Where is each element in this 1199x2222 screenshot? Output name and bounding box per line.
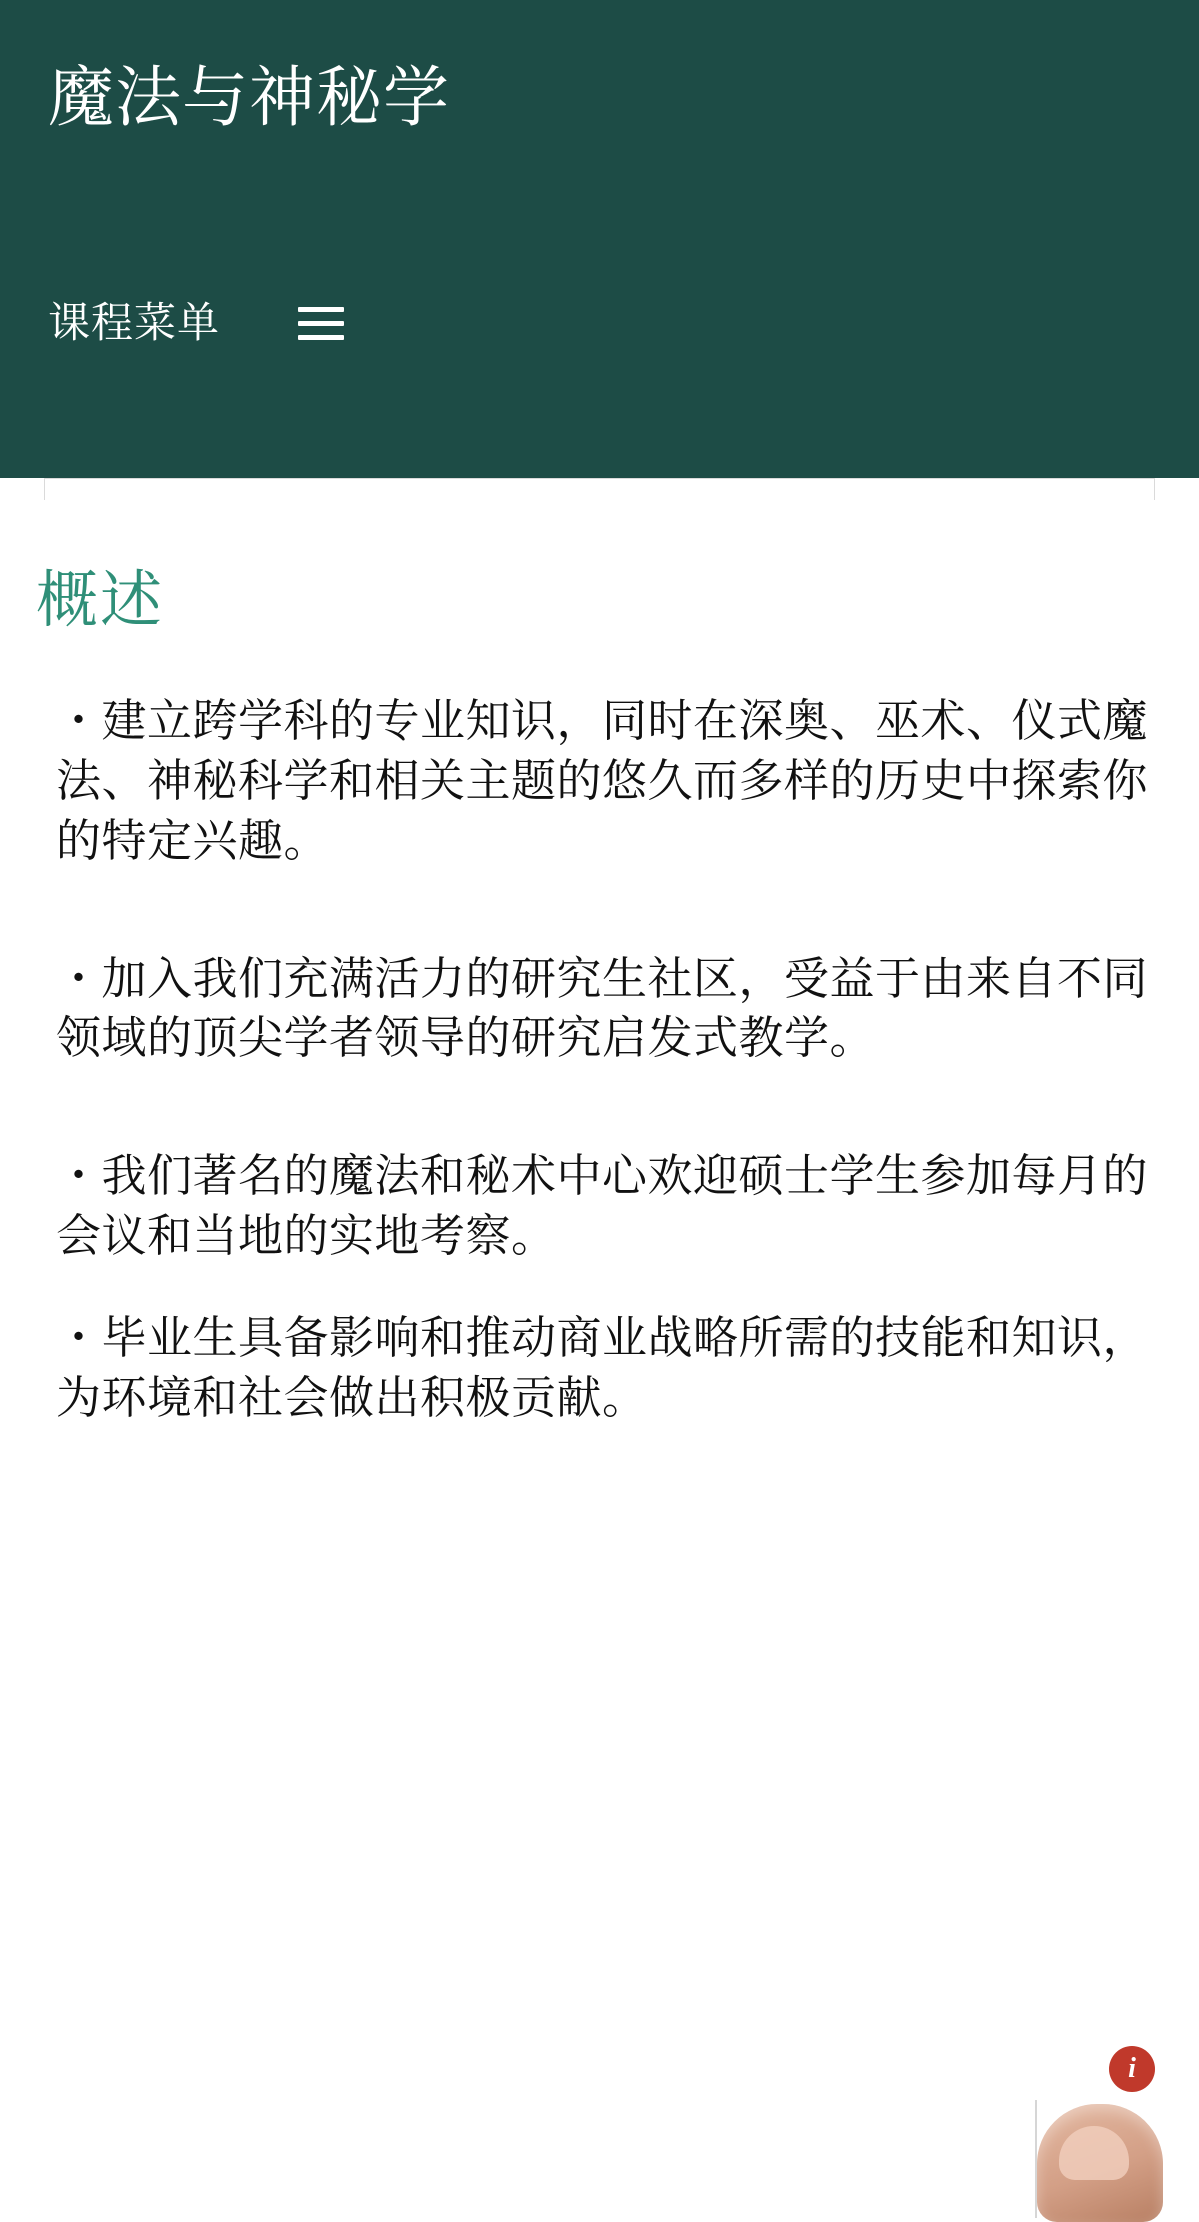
list-item: ・我们著名的魔法和秘术中心欢迎硕士学生参加每月的会议和当地的实地考察。 [56,1150,1149,1262]
info-badge[interactable]: i [1109,2046,1155,2092]
thumb-cursor-icon [1037,2104,1163,2222]
hamburger-icon[interactable] [298,307,344,340]
panel-top-divider [44,478,1155,479]
list-item: ・加入我们充满活力的研究生社区，受益于由来自不同领域的顶尖学者领导的研究启发式教学。 [56,952,1149,1064]
section-title-overview: 概述 [36,566,165,635]
panel-edge-left [44,478,45,500]
list-item: ・建立跨学科的专业知识，同时在深奥、巫术、仪式魔法、神秘科学和相关主题的悠久而多样的历史中探索你的特定兴趣。 [56,695,1149,866]
page-title: 魔法与神秘学 [48,60,450,134]
panel-edge-right [1154,478,1155,500]
overview-bullet-list [0,639,1199,1428]
list-item: ・毕业生具备影响和推动商业战略所需的技能和知识，为环境和社会做出积极贡献。 [56,1311,1149,1423]
course-menu-label[interactable]: 课程菜单 [48,299,221,346]
thumb-nail [1059,2126,1129,2180]
page-header [0,0,1199,478]
main-content [0,478,1199,1428]
course-menu-row[interactable] [48,300,344,346]
